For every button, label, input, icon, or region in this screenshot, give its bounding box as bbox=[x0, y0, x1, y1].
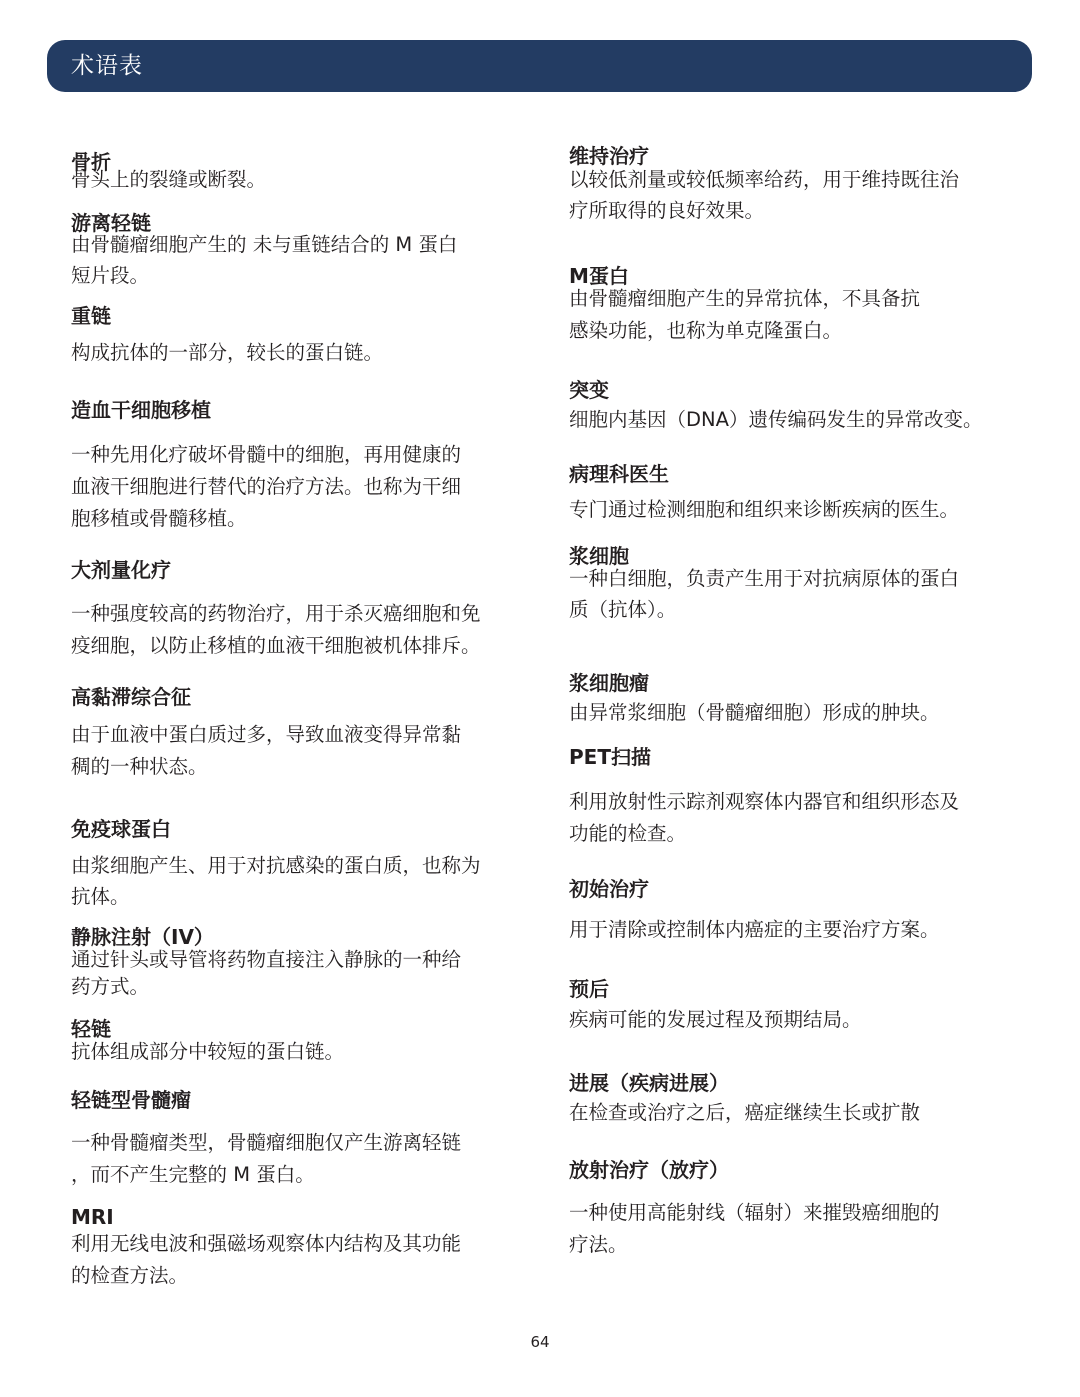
glossary-term: PET扫描 bbox=[569, 745, 651, 769]
glossary-definition: 抗体组成部分中较短的蛋白链。 bbox=[71, 1040, 345, 1063]
glossary-term: 大剂量化疗 bbox=[71, 558, 171, 582]
glossary-definition: 利用放射性示踪剂观察体内器官和组织形态及 bbox=[569, 790, 960, 813]
glossary-definition: 骨头上的裂缝或断裂。 bbox=[71, 168, 267, 191]
glossary-term: 预后 bbox=[569, 977, 609, 1001]
glossary-term: 游离轻链 bbox=[71, 211, 151, 235]
glossary-definition: 疫细胞，以防止移植的血液干细胞被机体排斥。 bbox=[71, 634, 481, 657]
glossary-definition: 质（抗体）。 bbox=[569, 598, 677, 621]
glossary-definition: 由异常浆细胞（骨髓瘤细胞）形成的肿块。 bbox=[569, 701, 940, 724]
glossary-definition: 疾病可能的发展过程及预期结局。 bbox=[569, 1008, 862, 1031]
glossary-term: 浆细胞 bbox=[569, 544, 629, 568]
glossary-term: 维持治疗 bbox=[569, 144, 649, 168]
glossary-definition: 构成抗体的一部分，较长的蛋白链。 bbox=[71, 341, 384, 364]
glossary-definition: 一种先用化疗破坏骨髓中的细胞，再用健康的 bbox=[71, 443, 462, 466]
glossary-term: 病理科医生 bbox=[569, 462, 669, 486]
glossary-definition: 一种强度较高的药物治疗，用于杀灭癌细胞和免 bbox=[71, 602, 481, 625]
glossary-definition: 专门通过检测细胞和组织来诊断疾病的医生。 bbox=[569, 498, 960, 521]
glossary-term: 重链 bbox=[71, 304, 111, 328]
glossary-definition: 用于清除或控制体内癌症的主要治疗方案。 bbox=[569, 918, 940, 941]
glossary-term: 放射治疗（放疗） bbox=[569, 1158, 729, 1182]
glossary-definition: 功能的检查。 bbox=[569, 822, 687, 845]
glossary-term: 骨折 bbox=[71, 150, 111, 174]
glossary-definition: 疗法。 bbox=[569, 1233, 628, 1256]
glossary-term: 免疫球蛋白 bbox=[71, 817, 171, 841]
glossary-term: M蛋白 bbox=[569, 264, 629, 288]
glossary-term: 浆细胞瘤 bbox=[569, 671, 649, 695]
glossary-definition: 以较低剂量或较低频率给药，用于维持既往治 bbox=[569, 168, 960, 191]
glossary-definition: 由骨髓瘤细胞产生的异常抗体，不具备抗 bbox=[569, 287, 921, 310]
glossary-definition: 药方式。 bbox=[71, 975, 150, 998]
glossary-definition: 由骨髓瘤细胞产生的 未与重链结合的 M 蛋白 bbox=[71, 233, 458, 256]
glossary-definition: 稠的一种状态。 bbox=[71, 755, 208, 778]
glossary-definition: ，而不产生完整的 M 蛋白。 bbox=[71, 1163, 315, 1186]
page-title: 术语表 bbox=[71, 53, 143, 79]
header-bar bbox=[47, 40, 1032, 92]
glossary-term: 初始治疗 bbox=[569, 877, 649, 901]
glossary-term: 轻链 bbox=[71, 1017, 111, 1041]
glossary-definition: 由于血液中蛋白质过多，导致血液变得异常黏 bbox=[71, 723, 462, 746]
glossary-definition: 利用无线电波和强磁场观察体内结构及其功能 bbox=[71, 1232, 462, 1255]
glossary-definition: 一种使用高能射线（辐射）来摧毁癌细胞的 bbox=[569, 1201, 940, 1224]
glossary-definition: 疗所取得的良好效果。 bbox=[569, 199, 765, 222]
glossary-definition: 的检查方法。 bbox=[71, 1264, 189, 1287]
glossary-definition: 一种骨髓瘤类型，骨髓瘤细胞仅产生游离轻链 bbox=[71, 1131, 462, 1154]
glossary-definition: 细胞内基因（DNA）遗传编码发生的异常改变。 bbox=[569, 408, 983, 431]
glossary-term: 造血干细胞移植 bbox=[71, 398, 211, 422]
glossary-definition: 由浆细胞产生、用于对抗感染的蛋白质，也称为 bbox=[71, 854, 481, 877]
glossary-definition: 血液干细胞进行替代的治疗方法。也称为干细 bbox=[71, 475, 462, 498]
glossary-definition: 感染功能，也称为单克隆蛋白。 bbox=[569, 319, 843, 342]
glossary-definition: 在检查或治疗之后，癌症继续生长或扩散 bbox=[569, 1101, 921, 1124]
glossary-term: 静脉注射（IV） bbox=[71, 925, 214, 949]
glossary-term: MRI bbox=[71, 1205, 114, 1229]
glossary-term: 突变 bbox=[569, 378, 609, 402]
glossary-definition: 通过针头或导管将药物直接注入静脉的一种给 bbox=[71, 948, 462, 971]
glossary-definition: 胞移植或骨髓移植。 bbox=[71, 507, 247, 530]
glossary-term: 轻链型骨髓瘤 bbox=[71, 1088, 191, 1112]
page-number: 64 bbox=[530, 1333, 550, 1351]
glossary-definition: 一种白细胞，负责产生用于对抗病原体的蛋白 bbox=[569, 567, 960, 590]
glossary-definition: 抗体。 bbox=[71, 885, 130, 908]
glossary-term: 高黏滞综合征 bbox=[71, 685, 191, 709]
glossary-definition: 短片段。 bbox=[71, 264, 150, 287]
glossary-term: 进展（疾病进展） bbox=[569, 1071, 729, 1095]
